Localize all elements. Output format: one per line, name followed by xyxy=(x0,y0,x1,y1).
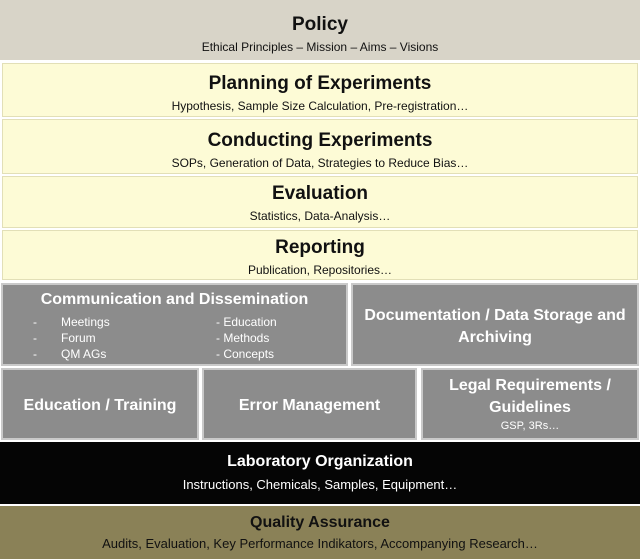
communication-box xyxy=(1,283,348,366)
communication-right-list xyxy=(216,314,277,362)
quality-assurance-layer xyxy=(0,506,640,559)
qa-title: Quality Assurance xyxy=(250,514,390,531)
legal-title-line1: Legal Requirements / xyxy=(449,377,611,394)
planning-subtitle: Hypothesis, Sample Size Calculation, Pre-registration… xyxy=(171,99,469,113)
bullet-dash: - xyxy=(33,347,37,361)
evaluation-layer xyxy=(2,176,638,228)
conducting-subtitle: SOPs, Generation of Data, Strategies to Reduce Bias… xyxy=(171,156,469,170)
list-item xyxy=(33,330,110,346)
laboratory-organization-layer xyxy=(0,442,640,504)
policy-title: Policy xyxy=(292,14,348,35)
list-item xyxy=(33,346,110,362)
conducting-title: Conducting Experiments xyxy=(207,130,433,151)
legal-title-line2: Guidelines xyxy=(489,399,571,416)
list-item: - Methods xyxy=(216,331,270,345)
error-management-box xyxy=(202,368,417,440)
bullet-dash: - xyxy=(33,331,37,345)
list-item-label: QM AGs xyxy=(61,347,107,361)
reporting-subtitle: Publication, Repositories… xyxy=(247,263,393,277)
planning-title: Planning of Experiments xyxy=(208,73,432,94)
list-item: - Education xyxy=(216,315,277,329)
conducting-layer xyxy=(2,119,638,174)
list-item: - Concepts xyxy=(216,347,275,361)
list-item xyxy=(33,314,110,330)
qa-subtitle: Audits, Evaluation, Key Performance Indikators, Accompanying Research… xyxy=(102,536,538,551)
legal-subtitle: GSP, 3Rs… xyxy=(500,420,560,432)
communication-title: Communication and Dissemination xyxy=(40,291,309,308)
policy-layer xyxy=(0,0,640,60)
communication-left-list xyxy=(33,314,110,362)
evaluation-title: Evaluation xyxy=(271,183,369,204)
list-item-label: Meetings xyxy=(61,315,110,329)
planning-layer xyxy=(2,63,638,117)
reporting-layer xyxy=(2,230,638,280)
documentation-title-line2: Archiving xyxy=(458,329,532,346)
education-box xyxy=(1,368,199,440)
list-item-label: Forum xyxy=(61,331,96,345)
evaluation-subtitle: Statistics, Data-Analysis… xyxy=(249,209,391,223)
reporting-title: Reporting xyxy=(275,237,365,258)
bullet-dash: - xyxy=(33,315,37,329)
education-title: Education / Training xyxy=(23,397,177,414)
lab-subtitle: Instructions, Chemicals, Samples, Equipment… xyxy=(182,477,458,492)
documentation-box xyxy=(351,283,639,366)
legal-requirements-box xyxy=(421,368,639,440)
lab-title: Laboratory Organization xyxy=(227,453,413,470)
error-management-title: Error Management xyxy=(238,397,381,414)
policy-subtitle: Ethical Principles – Mission – Aims – Visions xyxy=(201,40,439,54)
documentation-title-line1: Documentation / Data Storage and xyxy=(364,307,626,324)
